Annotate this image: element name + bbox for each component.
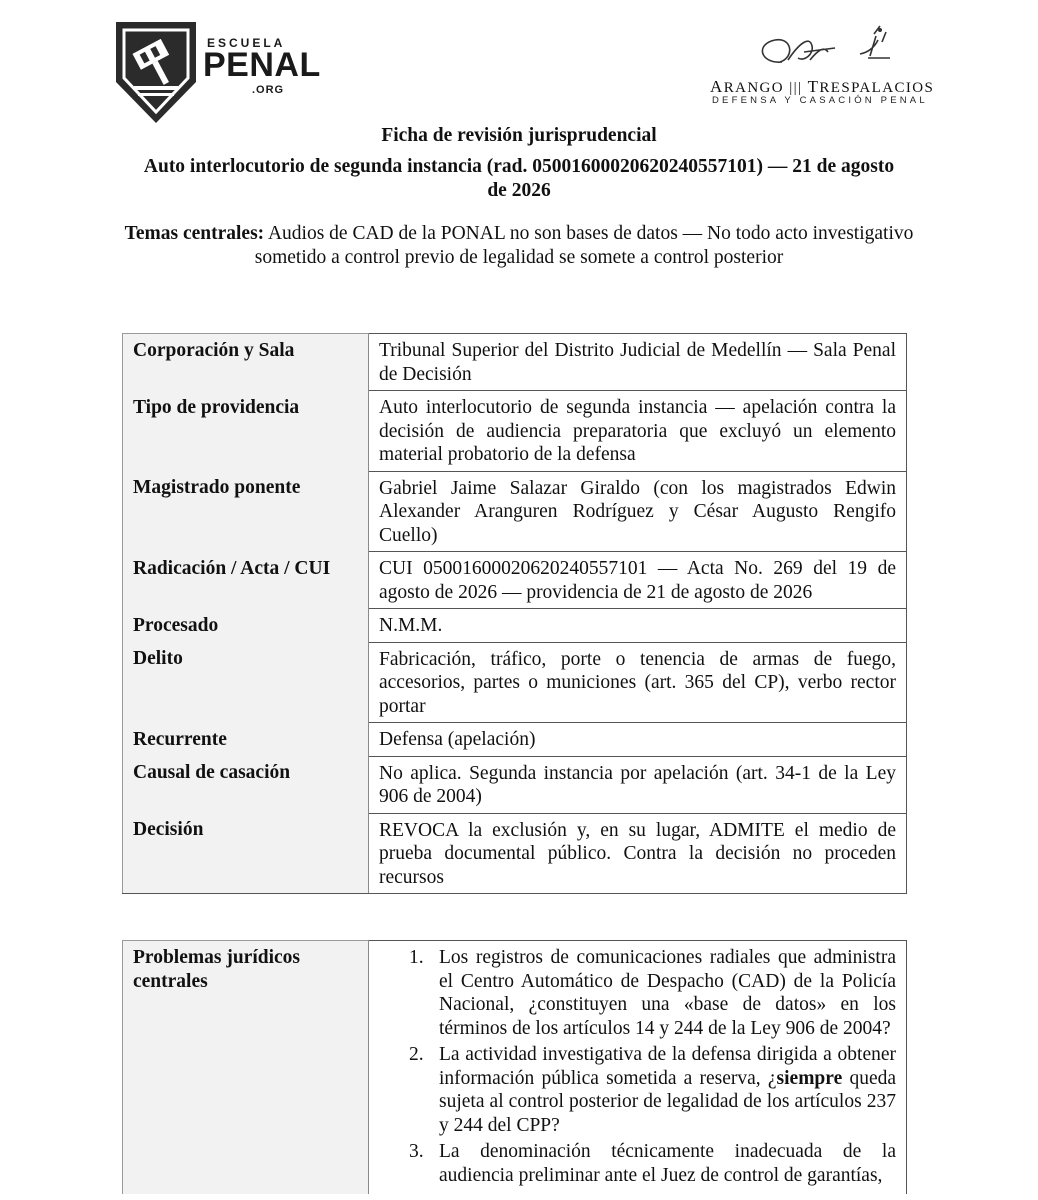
row-value: CUI 05001600020620240557101 — Acta No. 269 del 19 de agosto de 2026 — providencia de 21 de agosto de 2026 xyxy=(369,552,907,609)
table-row xyxy=(123,813,907,894)
list-item: 3. La denominación técnicamente inadecuada de la audiencia preliminar ante el Juez de control de garantías, xyxy=(409,1141,896,1186)
row-value: Defensa (apelación) xyxy=(369,723,907,757)
topics-label: Temas centrales: xyxy=(124,223,265,244)
document-subtitle: Auto interlocutorio de segunda instancia (rad. 05001600020620240557101) — 21 de agosto de 2026 xyxy=(143,156,895,201)
central-topics xyxy=(110,222,928,270)
problemas-label: Problemas jurídicos centrales xyxy=(123,941,369,1195)
row-label: Tipo de providencia xyxy=(123,391,369,472)
signature-icon xyxy=(700,22,940,74)
table-row xyxy=(123,723,907,757)
table-row xyxy=(123,642,907,723)
arango-trespalacios-logo xyxy=(700,22,940,107)
list-item: 1. Los registros de comunicaciones radiales que administra el Centro Automático de Despacho (CAD) de la Policía Nacional, ¿constituyen una «base de datos» en los términos de los artículos 14 y 244 de la Ley 906 de 2004? xyxy=(409,947,896,1039)
row-label: Delito xyxy=(123,642,369,723)
row-value: Auto interlocutorio de segunda instancia — apelación contra la decisión de audiencia preparatoria que excluyó un elemento material probatorio de la defensa xyxy=(369,391,907,472)
problemas-list-cell xyxy=(369,941,907,1195)
document-title: Ficha de revisión jurisprudencial xyxy=(381,125,657,146)
table-row xyxy=(123,756,907,813)
row-value: N.M.M. xyxy=(369,609,907,643)
row-label: Magistrado ponente xyxy=(123,471,369,552)
table-row xyxy=(123,552,907,609)
row-label: Recurrente xyxy=(123,723,369,757)
logo-subtitle: DEFENSA Y CASACIÓN PENAL xyxy=(712,95,928,106)
table-row xyxy=(123,471,907,552)
ficha-table xyxy=(122,333,907,894)
problemas-list xyxy=(379,946,896,1187)
row-label: Corporación y Sala xyxy=(123,334,369,391)
row-label: Radicación / Acta / CUI xyxy=(123,552,369,609)
topics-text: Audios de CAD de la PONAL no son bases de datos — No todo acto investigativo sometido a control previo de legalidad se somete a control posterior xyxy=(254,223,914,268)
row-value: Gabriel Jaime Salazar Giraldo (con los magistrados Edwin Alexander Aranguren Rodríguez y César Augusto Rengifo Cuello) xyxy=(369,471,907,552)
table-row xyxy=(123,334,907,391)
row-label: Decisión xyxy=(123,813,369,894)
row-label: Procesado xyxy=(123,609,369,643)
table-row xyxy=(123,941,907,1195)
row-value: Tribunal Superior del Distrito Judicial de Medellín — Sala Penal de Decisión xyxy=(369,334,907,391)
row-value: REVOCA la exclusión y, en su lugar, ADMITE el medio de prueba documental público. Contra la decisión no proceden recursos xyxy=(369,813,907,894)
shield-gavel-icon xyxy=(112,20,200,125)
escuela-penal-logo xyxy=(112,20,321,125)
logo-org-text: .ORG xyxy=(252,84,285,96)
row-value: Fabricación, tráfico, porte o tenencia de armas de fuego, accesorios, partes o municiones (art. 365 del CP), verbo rector portar xyxy=(369,642,907,723)
logo-penal-text: PENAL xyxy=(203,46,321,84)
row-label: Causal de casación xyxy=(123,756,369,813)
list-item: 2. La actividad investigativa de la defensa dirigida a obtener información pública sometida a reserva, ¿siempre queda sujeta al control posterior de legalidad de los artículos 237 y 244 del CPP? xyxy=(409,1044,897,1136)
table-row xyxy=(123,609,907,643)
table-row xyxy=(123,391,907,472)
problemas-table xyxy=(122,940,907,1194)
logo-name: ARANGO ||| TRESPALACIOS xyxy=(710,77,935,96)
row-value: No aplica. Segunda instancia por apelación (art. 34-1 de la Ley 906 de 2004) xyxy=(369,756,907,813)
logo-escuela-text: ESCUELA xyxy=(207,36,286,50)
